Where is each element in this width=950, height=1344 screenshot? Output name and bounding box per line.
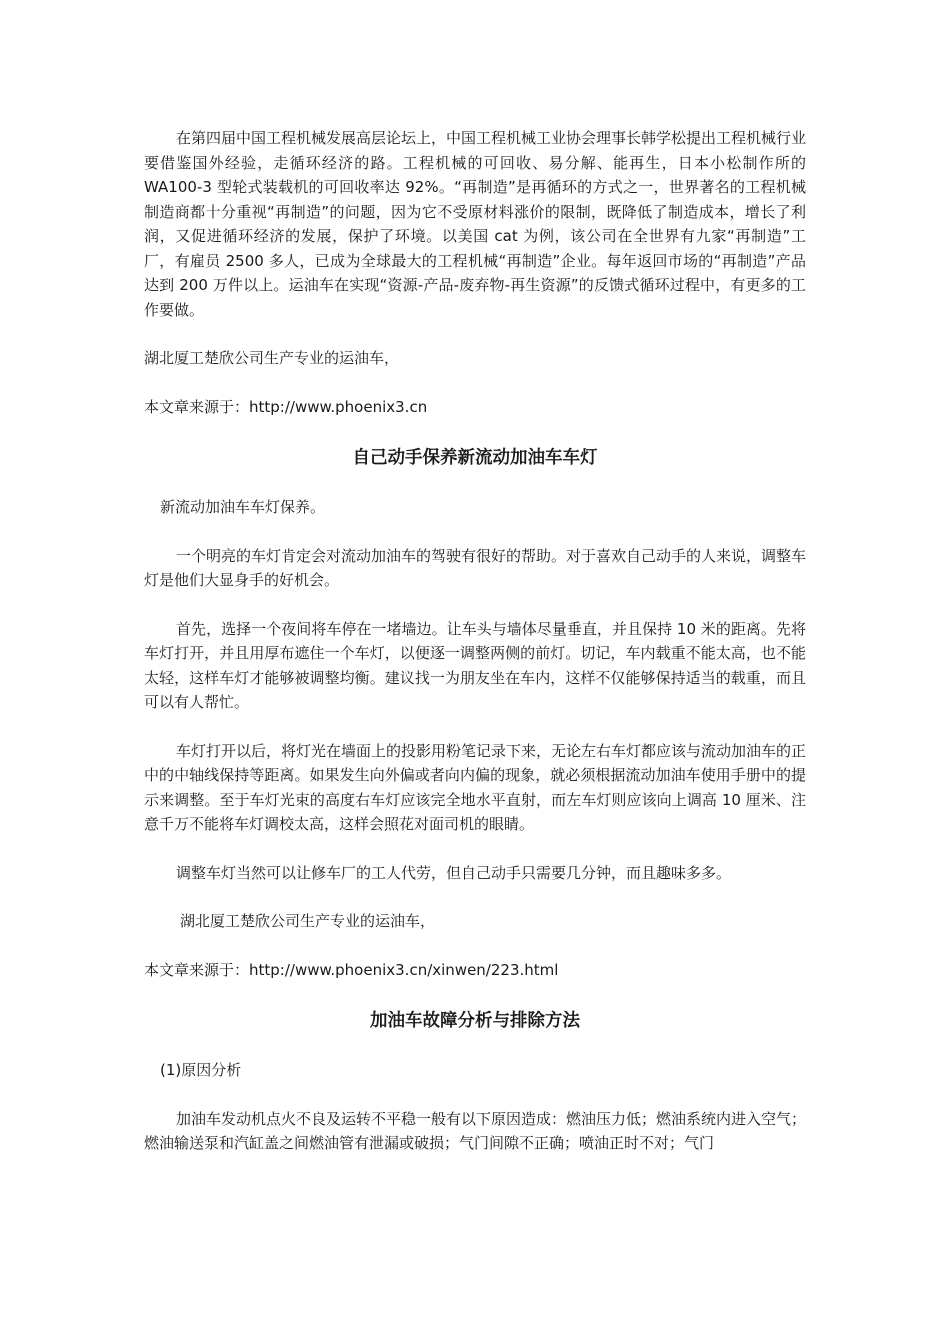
document-content (144, 126, 806, 1156)
article1-source-line: 本文章来源于：http://www.phoenix3.cn (144, 397, 428, 416)
article1-company-line: 湖北厦工楚欣公司生产专业的运油车， (144, 349, 400, 367)
article2-paragraph-4: 调整车灯当然可以让修车厂的工人代劳，但自己动手只需要几分钟，而且趣味多多。 (176, 863, 732, 882)
article2-source-line: 本文章来源于：http://www.phoenix3.cn/xinwen/223.html (144, 960, 559, 979)
article2-company-line: 湖北厦工楚欣公司生产专业的运油车， (180, 912, 436, 930)
article2-paragraph-3: 车灯打开以后，将灯光在墙面上的投影用粉笔记录下来，无论左右车灯都应该与流动加油车的正中的中轴线保持等距离。如果发生向外偏或者向内偏的现象，就必须根据流动加油车使用手册中的提示来调整。至于车灯光束的高度右车灯应该完全地水平直射，而左车灯则应该向上调高 10 厘米、注意千万不能将车灯调校太高，这样会照花对面司机的眼睛。 (144, 741, 807, 833)
article1-paragraph: 在第四届中国工程机械发展高层论坛上，中国工程机械工业协会理事长韩学松提出工程机械行业要借鉴国外经验，走循环经济的路。工程机械的可回收、易分解、能再生，日本小松制作所的 WA100-3 型轮式装载机的可回收率达 92%。“再制造”是再循环的方式之一，世界著名的工程机械制造商都十分重视“再制造”的问题，因为它不受原材料涨价的限制，既降低了制造成本，增长了利润，又促进循环经济的发展，保护了环境。以美国 cat 为例，该公司在全世界有九家“再制造”工厂，有雇员 2500 多人，已成为全球最大的工程机械“再制造”企业。每年返回市场的“再制造”产品达到 200 万件以上。运油车在实现“资源-产品-废弃物-再生资源”的反馈式循环过程中，有更多的工作要做。 (144, 129, 807, 319)
article3-paragraph-1: 加油车发动机点火不良及运转不平稳一般有以下原因造成：燃油压力低；燃油系统内进入空气；燃油输送泵和汽缸盖之间燃油管有泄漏或破损；气门间隙不正确；喷油正时不对；气门 (144, 1109, 807, 1152)
article2-paragraph-1: 一个明亮的车灯肯定会对流动加油车的驾驶有很好的帮助。对于喜欢自己动手的人来说，调整车灯是他们大显身手的好机会。 (144, 546, 807, 589)
article3-title: 加油车故障分析与排除方法 (370, 1011, 580, 1031)
article2-paragraph-2: 首先，选择一个夜间将车停在一堵墙边。让车头与墙体尽量垂直，并且保持 10 米的距离。先将车灯打开，并且用厚布遮住一个车灯，以便逐一调整两侧的前灯。切记，车内载重不能太高，也不能太轻，这样车灯才能够被调整均衡。建议找一为朋友坐在车内，这样不仅能够保持适当的载重，而且可以有人帮忙。 (144, 619, 806, 711)
article3-subheading: (1)原因分析 (160, 1061, 242, 1079)
article2-title: 自己动手保养新流动加油车车灯 (352, 448, 598, 468)
article2-intro: 新流动加油车车灯保养。 (160, 498, 326, 516)
